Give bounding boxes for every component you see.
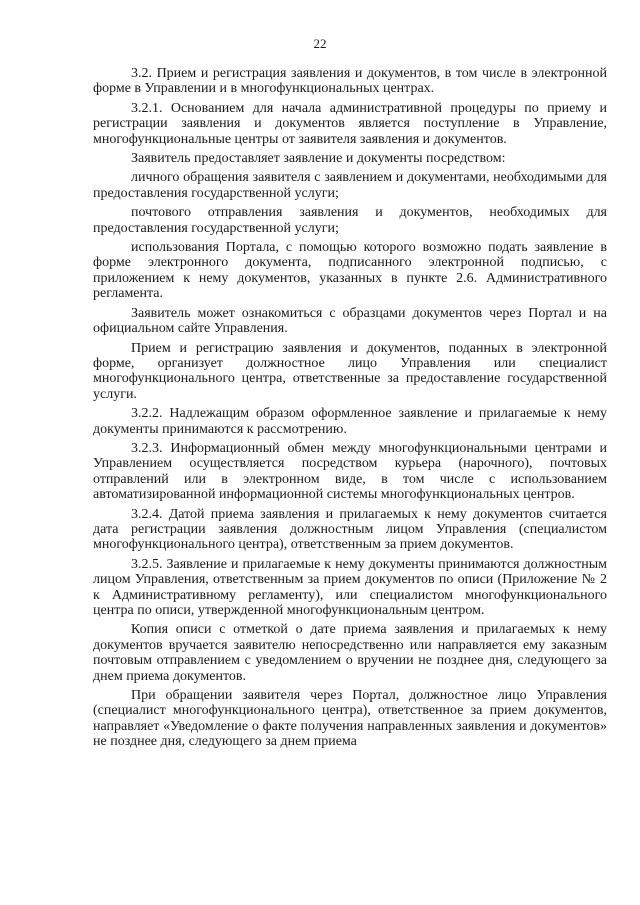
paragraph-inventory-copy: Копия описи с отметкой о дате приема заявления и прилагаемых к нему документов вручается заявителю непосредственно или направляется ему заказным почтовым отправлением с уведомлением о вручении не позднее дня, следующего за днем приема документов. — [93, 622, 607, 684]
paragraph-means-intro: Заявитель предоставляет заявление и документы посредством: — [131, 151, 506, 167]
paragraph-3-2-1: 3.2.1. Основанием для начала административной процедуры по приему и регистрации заявления и документов является поступление в Управление, многофункциональные центры от заявителя заявления и документов. — [93, 100, 607, 147]
paragraph-3-2-4: 3.2.4. Датой приема заявления и прилагаемых к нему документов считается дата регистрации заявления должностным лицом Управления (специалистом многофункционального центра), ответственным за прием документов. — [93, 506, 607, 553]
paragraph-personal-visit: личного обращения заявителя с заявлением и документами, необходимыми для предоставления государственной услуги; — [93, 170, 607, 201]
paragraph-portal-notice: При обращении заявителя через Портал, должностное лицо Управления (специалист многофункционального центра), ответственное за прием документов, направляет «Уведомление о факте получения направленных заявления и документов» не позднее дня, следующего за днем приема — [93, 688, 607, 750]
paragraph-3-2-3: 3.2.3. Информационный обмен между многофункциональными центрами и Управлением осуществляется посредством курьера (нарочного), почтовых отправлений или в электронном виде, в том числе с использованием автоматизированной информационной системы многофункциональных центров. — [93, 440, 607, 503]
paragraph-3-2-2: 3.2.2. Надлежащим образом оформленное заявление и прилагаемые к нему документы принимаются к рассмотрению. — [93, 406, 607, 437]
paragraph-3-2: 3.2. Прием и регистрация заявления и документов, в том числе в электронной форме в Управлении и в многофункциональных центрах. — [93, 66, 607, 97]
document-body — [93, 66, 607, 754]
paragraph-postal-mail: почтового отправления заявления и документов, необходимых для предоставления государственной услуги; — [93, 205, 607, 236]
paragraph-samples: Заявитель может ознакомиться с образцами документов через Портал и на официальном сайте Управления. — [93, 305, 607, 337]
paragraph-portal-use: использования Портала, с помощью которого возможно подать заявление в форме электронного документа, подписанного электронной подписью, с приложением к нему документов, указанных в пункте 2.6. Административного регламента. — [93, 240, 607, 302]
paragraph-3-2-5: 3.2.5. Заявление и прилагаемые к нему документы принимаются должностным лицом Управления, ответственным за прием документов по описи (Приложение № 2 к Административному регламенту), или специалистом многофункционального центра по описи, утвержденной многофункциональным центром. — [93, 556, 607, 618]
page-number: 22 — [313, 36, 327, 51]
paragraph-electronic-intake: Прием и регистрацию заявления и документов, поданных в электронной форме, организует должностное лицо Управления или специалист многофункционального центра, ответственные за предоставление государственной услуги. — [93, 340, 607, 402]
